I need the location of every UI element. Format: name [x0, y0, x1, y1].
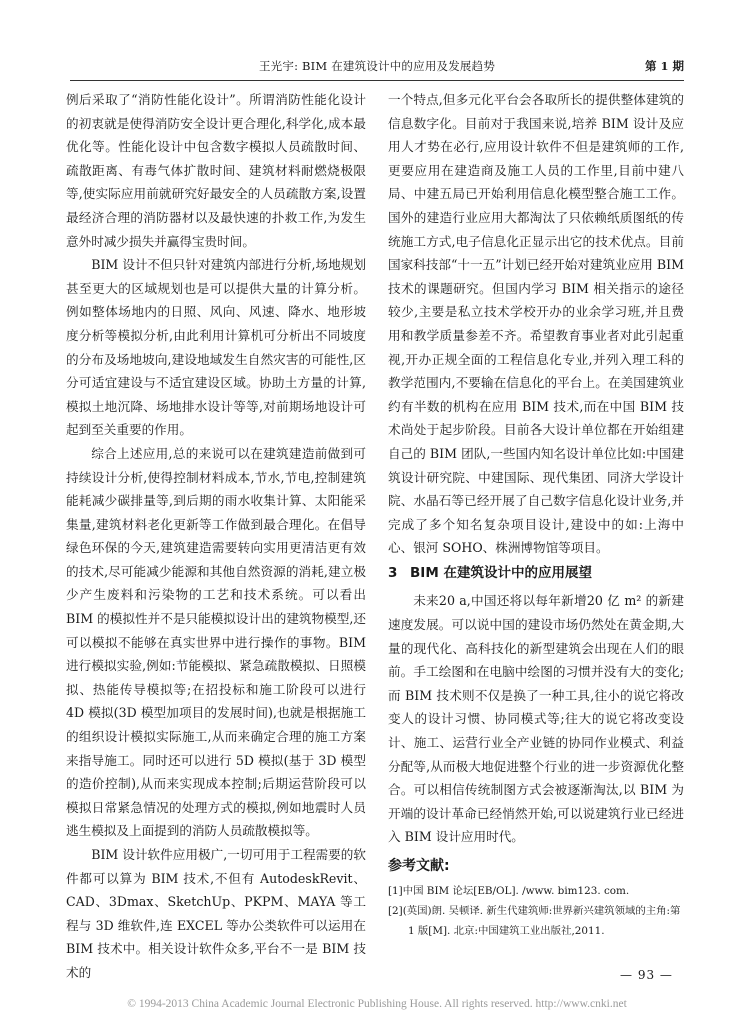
paragraph-bim-education: 一个特点,但多元化平台会各取所长的提供整体建筑的信息数字化。目前对于我国来说,培养 BIM 设计及应用人才势在必行,应用设计软件不但是建筑师的工作,更要应用在建造商及施工人员的工作里,目前中建八局、中建五局已开始利用信息化模型整合施工工作。国外的建造行业应用大都淘汰了只依赖纸质图纸的传统施工方式,电子信息化正显示出它的技术优点。目前国家科技部“十一五”计划已经开始对建筑业应用 BIM 技术的课题研究。但国内学习 BIM 相关指示的途径较少,主要是私立技术学校开办的业余学习班,并且费用和教学质量参差不齐。希望教育事业者对此引起重视,开办正规全面的工程信息化专业,并列入理工科的教学范围内,不要输在信息化的平台上。在美国建筑业约有半数的机构在应用 BIM 技术,而在中国 BIM 技术尚处于起步阶段。目前各大设计单位都在开始组建自己的 BIM 团队,一些国内知名设计单位比如:中国建筑设计研究院、中建国际、现代集团、同济大学设计院、水晶石等已经开展了自己数字信息化设计业务,并完成了多个知名复杂项目设计,建设中的如:上海中心、银河 SOHO、株洲博物馆等项目。	[388, 92, 684, 556]
section-title: BIM 在建筑设计中的应用展望	[410, 564, 592, 581]
left-column	[66, 88, 366, 985]
reference-item: [1]中国 BIM 论坛[EB/OL]. /www. bim123. com.	[388, 884, 630, 897]
copyright-footer: © 1994-2013 China Academic Journal Electronic Publishing House. All rights reserved. http://www.cnki.net	[127, 998, 627, 1010]
paragraph-fire-design: 例后采取了“消防性能化设计”。所谓消防性能化设计的初衷就是使得消防安全设计更合理化,科学化,成本最优化等。性能化设计中包含数字模拟人员疏散时间、疏散距离、有毒气体扩散时间、建筑材料耐燃烧极限等,使实际应用前就研究好最安全的人员疏散方案,设置最经济合理的消防器材以及最快速的扑救工作,为发生意外时减少损失并赢得宝贵时间。	[66, 92, 366, 249]
section-heading	[388, 562, 684, 586]
page-number: — 93 —	[620, 968, 673, 982]
paragraph-site-analysis: BIM 设计不但只针对建筑内部进行分析,场地规划甚至更大的区域规划也是可以提供大量的计算分析。例如整体场地内的日照、风向、风速、降水、地形坡度分析等模拟分析,由此利用计算机可分析出不同坡度的分布及场地坡向,建设地域发生自然灾害的可能性,区分可适宜建设与不适宜建设区域。协助土方量的计算,模拟土地沉降、场地排水设计等等,对前期场地设计可起到至关重要的作用。	[66, 257, 366, 438]
right-column	[388, 88, 684, 941]
paragraph-sustainable-design: 综合上述应用,总的来说可以在建筑建造前做到可持续设计分析,使得控制材料成本,节水,节电,控制建筑能耗减少碳排量等,到后期的雨水收集计算、太阳能采集量,建筑材料老化更新等工作做到最合理化。在倡导绿色环保的今天,建筑建造需要转向实用更清洁更有效的技术,尽可能减少能源和其他自然资源的消耗,建立极少产生废料和污染物的工艺和技术系统。可以看出 BIM 的模拟性并不是只能模拟设计出的建筑物模型,还可以模拟不能够在真实世界中进行操作的事物。BIM 进行模拟实验,例如:节能模拟、紧急疏散模拟、日照模拟、热能传导模拟等;在招投标和施工阶段可以进行 4D 模拟(3D 模型加项目的发展时间),也就是根据施工的组织设计模拟实际施工,从而来确定合理的施工方案来指导施工。同时还可以进行 5D 模拟(基于 3D 模型的造价控制),从而来实现成本控制;后期运营阶段可以模拟日常紧急情况的处理方式的模拟,例如地震时人员逃生模拟及上面提到的消防人员疏散模拟等。	[66, 445, 366, 839]
paragraph-bim-software: BIM 设计软件应用极广,一切可用于工程需要的软件都可以算为 BIM 技术,不但有 AutodeskRevit、CAD、3Dmax、SketchUp、PKPM、MAYA 等工程与 3D 维软件,连 EXCEL 等办公类软件可以运用在 BIM 技术中。相关设计软件众多,平台不一是 BIM 技术的	[66, 847, 366, 980]
reference-item: [2](英国)朗. 吴顿译. 新生代建筑师:世界新兴建筑领域的主角:第 1 版[M]. 北京:中国建筑工业出版社,2011.	[388, 904, 681, 937]
references-heading: 参考文献:	[388, 858, 450, 874]
section-number: 3	[388, 564, 398, 581]
issue-number: 第 1 期	[644, 59, 684, 73]
running-title: 王光宇: BIM 在建筑设计中的应用及发展趋势	[258, 59, 496, 73]
paragraph-outlook: 未来20 a,中国还将以每年新增20 亿 m² 的新建速度发展。可以说中国的建设市场仍然处在黄金期,大量的现代化、高科技化的新型建筑会出现在人们的眼前。手工绘图和在电脑中绘图的习惯并没有大的变化;而 BIM 技术则不仅是换了一种工具,往小的说它将改变人的设计习惯、协同模式等;往大的说它将改变设计、施工、运营行业全产业链的协同作业模式、利益分配等,从而极大地促进整个行业的进一步资源优化整合。可以相信传统制图方式会被逐渐淘汰,以 BIM 为开端的设计革命已经悄然开始,可以说建筑行业已经进入 BIM 设计应用时代。	[388, 593, 684, 845]
running-header	[70, 56, 684, 81]
